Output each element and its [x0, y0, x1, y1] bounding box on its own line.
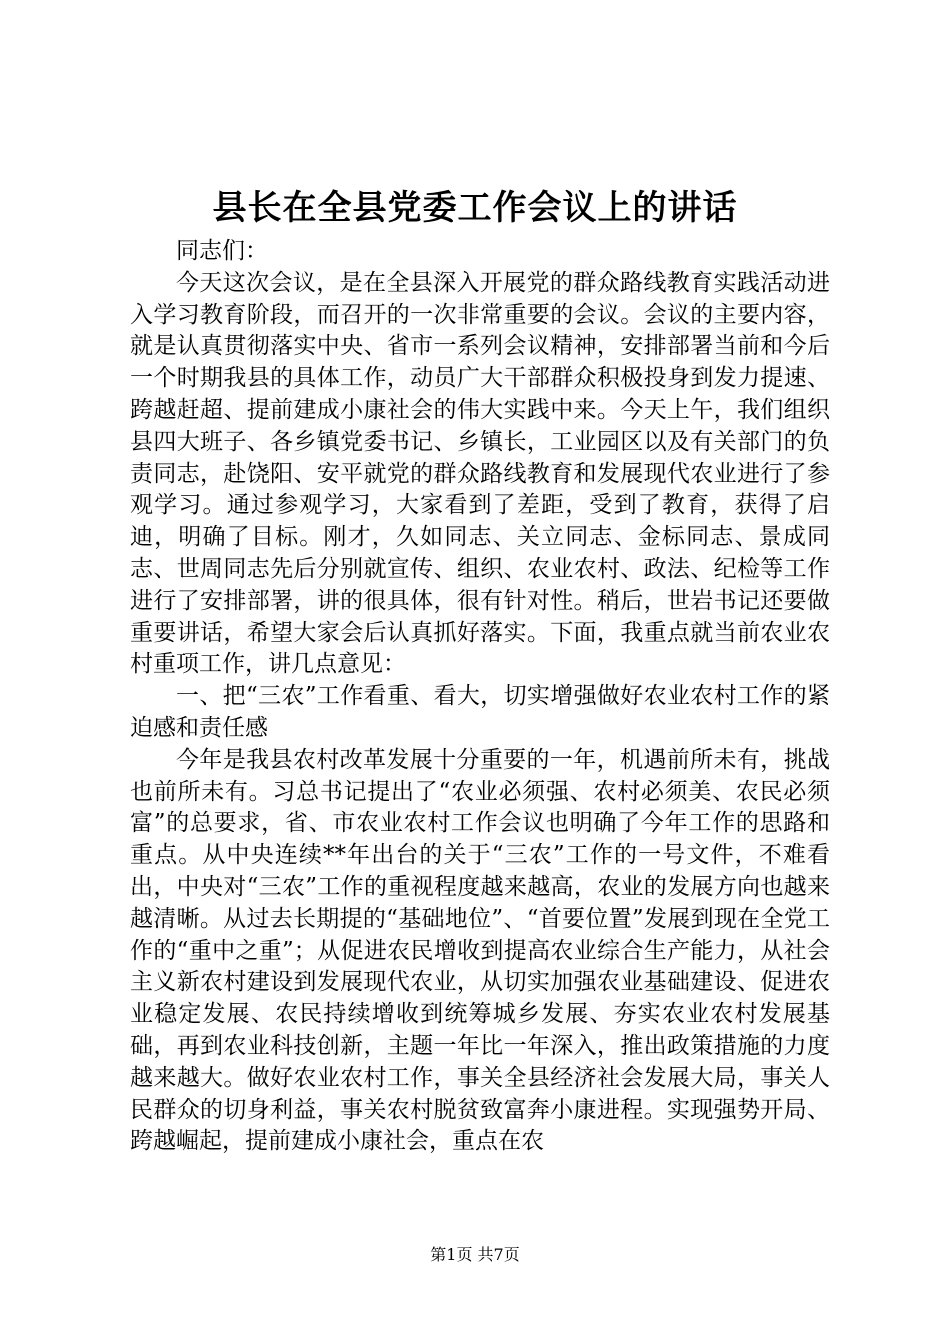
body-paragraph: 今年是我县农村改革发展十分重要的一年，机遇前所未有，挑战也前所未有。习总书记提出了“农业必须强、农村必须美、农民必须富”的总要求，省、市农业农村工作会议也明确了今年工作的思路和重点。从中央连续**年出台的关于“三农”工作的一号文件，不难看出，中央对“三农”工作的重视程度越来越高，农业的发展方向也越来越清晰。从过去长期提的“基础地位”、“首要位置”发展到现在全党工作的“重中之重”；从促进农民增收到提高农业综合生产能力，从社会主义新农村建设到发展现代农业，从切实加强农业基础建设、促进农业稳定发展、农民持续增收到统筹城乡发展、夯实农业农村发展基础，再到农业科技创新，主题一年比一年深入，推出政策措施的力度越来越大。做好农业农村工作，事关全县经济社会发展大局，事关人民群众的切身利益，事关农村脱贫致富奔小康进程。实现强势开局、跨越崛起，提前建成小康社会，重点在农: [130, 746, 830, 1155]
document-body: [130, 236, 830, 1158]
section-heading-paragraph: 一、把“三农”工作看重、看大，切实增强做好农业农村工作的紧迫感和责任感: [130, 683, 830, 741]
body-paragraph: 今天这次会议，是在全县深入开展党的群众路线教育实践活动进入学习教育阶段，而召开的一次非常重要的会议。会议的主要内容，就是认真贯彻落实中央、省市一系列会议精神，安排部署当前和今后一个时期我县的具体工作，动员广大干部群众积极投身到发力提速、跨越赶超、提前建成小康社会的伟大实践中来。今天上午，我们组织县四大班子、各乡镇党委书记、乡镇长，工业园区以及有关部门的负责同志，赴饶阳、安平就党的群众路线教育和发展现代农业进行了参观学习。通过参观学习，大家看到了差距，受到了教育，获得了启迪，明确了目标。刚才，久如同志、关立同志、金标同志、景成同志、世周同志先后分别就宣传、组织、农业农村、政法、纪检等工作进行了安排部署，讲的很具体，很有针对性。稍后，世岩书记还要做重要讲话，希望大家会后认真抓好落实。下面，我重点就当前农业农村重项工作，讲几点意见：: [130, 269, 830, 678]
document-title: 县长在全县党委工作会议上的讲话: [212, 188, 738, 228]
page-number-footer: 第1页 共7页: [430, 1245, 520, 1264]
salutation-paragraph: 同志们：: [176, 238, 268, 264]
